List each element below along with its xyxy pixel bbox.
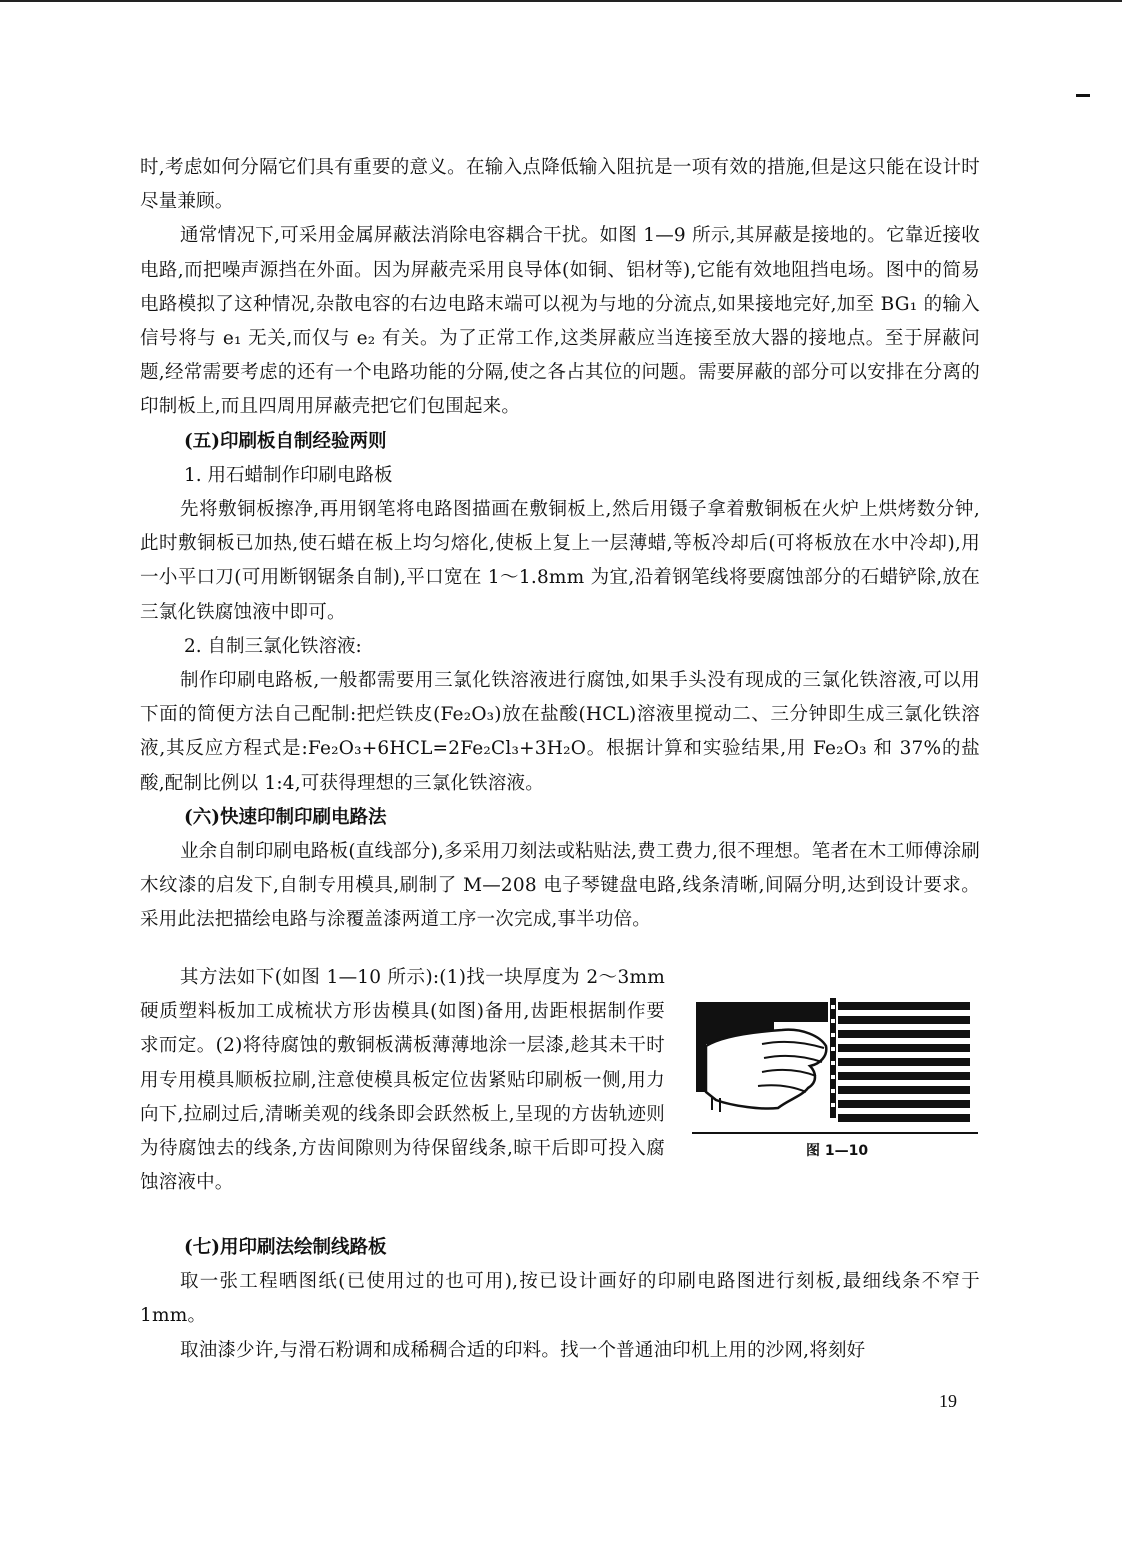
main-text-top (140, 151, 980, 938)
subheading-2: 2. 自制三氯化铁溶液: (184, 635, 362, 657)
section-heading-5: (五)印刷板自制经验两则 (184, 430, 387, 452)
paragraph-ink: 取油漆少许,与滑石粉调和成稀稠合适的印料。找一个普通油印机上用的沙网,将刻好 (180, 1339, 866, 1361)
paragraph-ferric-chloride: 制作印刷电路板,一般都需要用三氯化铁溶液进行腐蚀,如果手头没有现成的三氯化铁溶液,可以用下面的简便方法自己配制:把烂铁皮(Fe₂O₃)放在盐酸(HCL)溶液里搅动二、三分钟即生成三氯化铁溶液,其反应方程式是:Fe₂O₃+6HCL=2Fe₂Cl₃+3H₂O。根据计算和实验结果,用 Fe₂O₃ 和 37%的盐酸,配制比例以 1:4,可获得理想的三氯化铁溶液。 (140, 670, 980, 794)
paragraph-wax-method: 先将敷铜板擦净,再用钢笔将电路图描画在敷铜板上,然后用镊子拿着敷铜板在火炉上烘烤数分钟,此时敷铜板已加热,使石蜡在板上均匀熔化,使板上复上一层薄蜡,等板冷却后(可将板放在水中冷却),用一小平口刀(可用断钢锯条自制),平口宽在 1～1.8mm 为宜,沿着钢笔线将要腐蚀部分的石蜡铲除,放在三氯化铁腐蚀液中即可。 (140, 499, 980, 623)
page-top-rule (0, 0, 1122, 2)
figure-comb-mold (692, 996, 978, 1136)
paragraph-shielding: 通常情况下,可采用金属屏蔽法消除电容耦合干扰。如图 1—9 所示,其屏蔽是接地的。它靠近接收电路,而把噪声源挡在外面。因为屏蔽壳采用良导体(如铜、铝材等),它能有效地阻挡电场。图中的简易电路模拟了这种情况,杂散电容的右边电路末端可以视为与地的分流点,如果接地完好,加至 BG₁ 的输入信号将与 e₁ 无关,而仅与 e₂ 有关。为了正常工作,这类屏蔽应当连接至放大器的接地点。至于屏蔽问题,经常需要考虑的还有一个电路功能的分隔,使之各占其位的问题。需要屏蔽的部分可以安排在分离的印制板上,而且四周用屏蔽壳把它们包围起来。 (140, 225, 980, 418)
paragraph-blueprint: 取一张工程晒图纸(已使用过的也可用),按已设计画好的印刷电路图进行刻板,最细线条不窄于 1mm。 (140, 1271, 980, 1327)
paragraph-fast-printing: 业余自制印刷电路板(直线部分),多采用刀刻法或粘贴法,费工费力,很不理想。笔者在木工师傅涂刷木纹漆的启发下,自制专用模具,刷制了 M—208 电子琴键盘电路,线条清晰,间隔分明,达到设计要求。采用此法把描绘电路与涂覆盖漆两道工序一次完成,事半功倍。 (140, 841, 980, 931)
page-number: 19 (939, 1391, 957, 1411)
section-heading-7: (七)用印刷法绘制线路板 (184, 1237, 387, 1258)
figure-caption: 图 1—10 (806, 1143, 869, 1159)
comb-mold-illustration (692, 996, 978, 1136)
paragraph-continuation: 时,考虑如何分隔它们具有重要的意义。在输入点降低输入阻抗是一项有效的措施,但是这只能在设计时尽量兼顾。 (140, 157, 980, 213)
paragraph-method-steps: 其方法如下(如图 1—10 所示):(1)找一块厚度为 2～3mm 硬质塑料板加工成梳状方形齿模具(如图)备用,齿距根据制作要求而定。(2)将待腐蚀的敷铜板满板薄薄地涂一层漆,趁其未干时用专用模具顺板拉刷,注意使模具板定位齿紧贴印刷板一侧,用力向下,拉刷过后,清晰美观的线条即会跃然板上,呈现的方齿轨迹则为待腐蚀去的线条,方齿间隙则为待保留线条,晾干后即可投入腐蚀溶液中。 (140, 967, 665, 1194)
main-text-bottom (140, 1231, 980, 1368)
subheading-1: 1. 用石蜡制作印刷电路板 (184, 464, 393, 486)
edge-mark (1076, 94, 1090, 97)
wrapped-text-block (140, 961, 665, 1200)
section-heading-6: (六)快速印制印刷电路法 (184, 806, 387, 828)
